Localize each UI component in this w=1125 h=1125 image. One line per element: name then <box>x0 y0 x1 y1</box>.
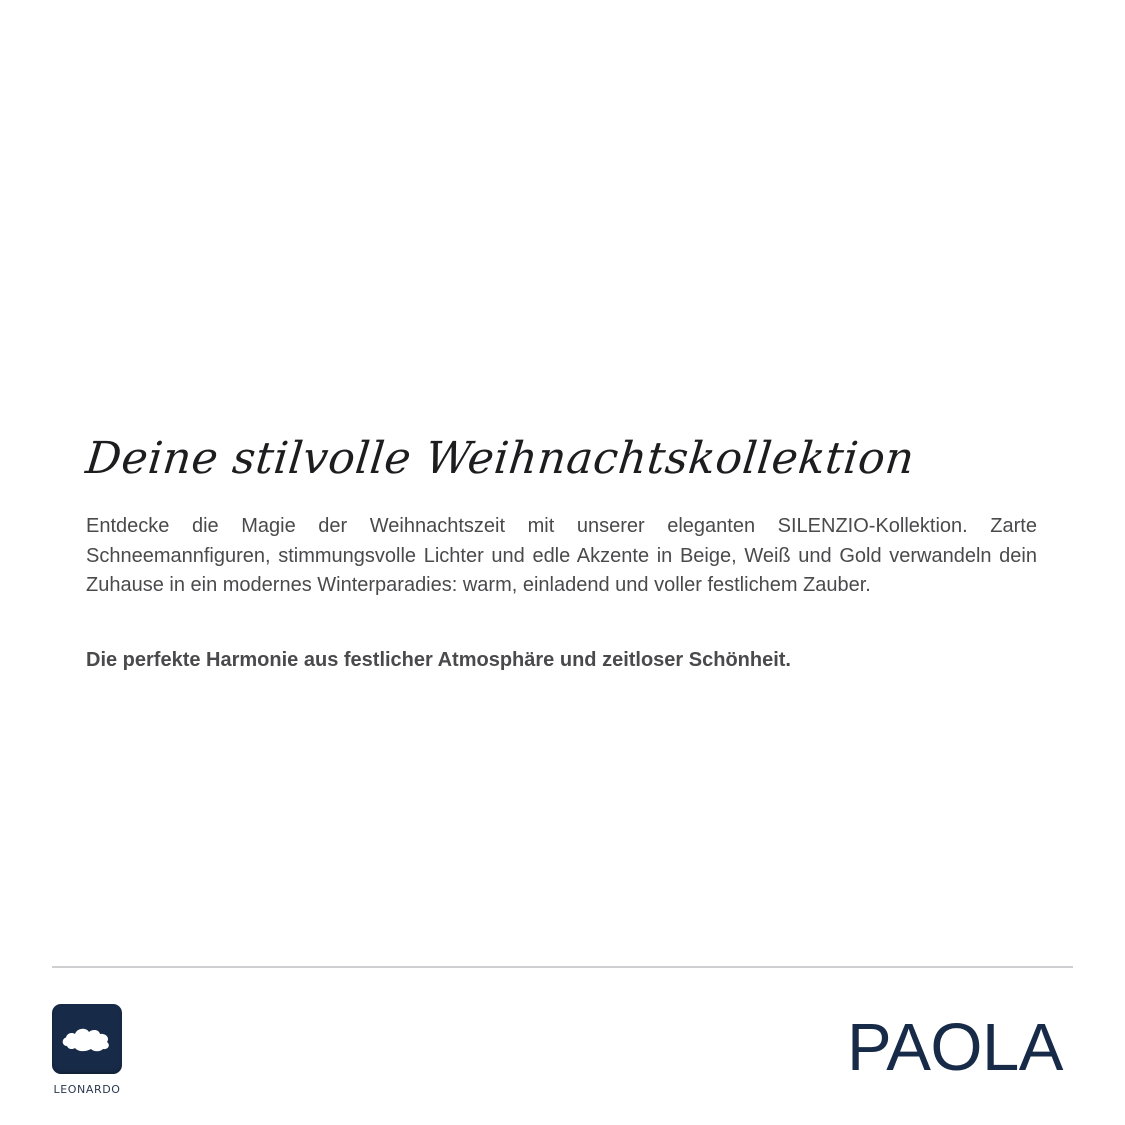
brand-name: PAOLA <box>847 1010 1063 1085</box>
leonardo-wordmark: LEONARDO <box>53 1083 121 1096</box>
footer-divider <box>52 966 1073 968</box>
headline: Deine stilvolle Weihnachtskollektion <box>83 433 917 484</box>
cloud-icon <box>52 1004 122 1074</box>
tagline: Die perfekte Harmonie aus festlicher Atmosphäre und zeitloser Schönheit. <box>86 649 791 671</box>
description-paragraph: Entdecke die Magie der Weihnachtszeit mit unserer eleganten SILENZIO-Kollektion. Zarte Schneemannfiguren, stimmungsvolle Lichter und edle Akzente in Beige, Weiß und Gold verwandeln dein Zuhause in ein modernes Winterparadies: warm, einladend und voller festlichem Zauber. <box>86 515 1037 596</box>
leonardo-logo <box>52 1004 122 1074</box>
